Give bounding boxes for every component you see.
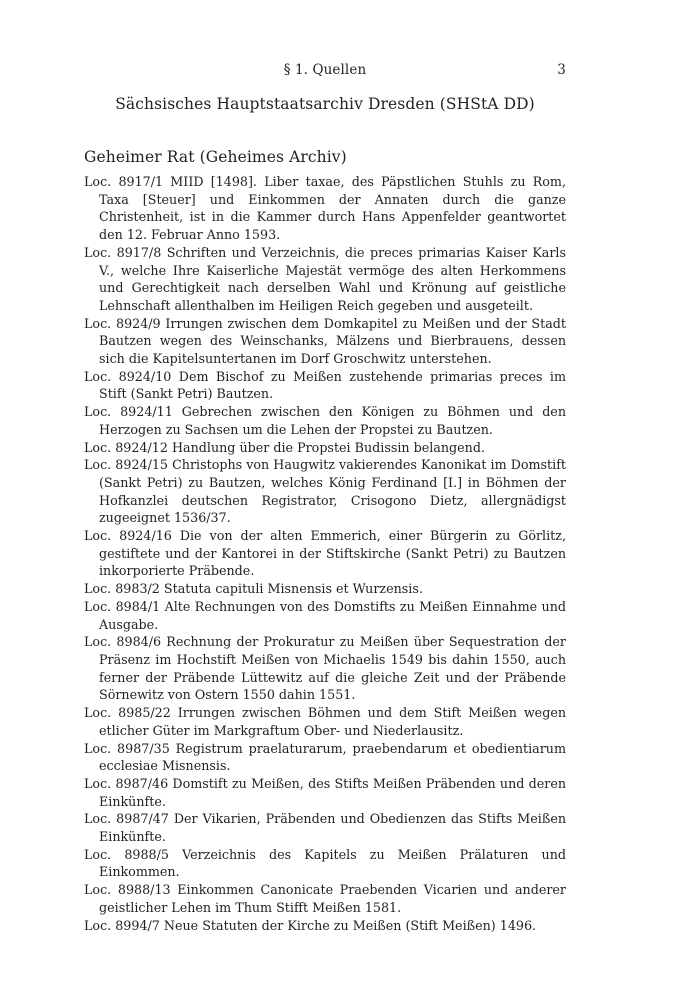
archive-title: Sächsisches Hauptstaatsarchiv Dresden (SHStA DD) xyxy=(115,95,535,113)
list-item: Loc. 8917/8 Schriften und Verzeichnis, die preces primarias Kaiser Karls V., welche Ihre Kaiserliche Majestät vermöge des alten Herkommens und Gerechtigkeit nach derselben Wahl und Krönung auf geistliche Lehnschaft allenthalben im Heiligen Reich gegeben und ausgeteilt. xyxy=(84,244,566,313)
list-item: Loc. 8924/9 Irrungen zwischen dem Domkapitel zu Meißen und der Stadt Bautzen wegen des Weinschanks, Mälzens und Bierbrauens, dessen sich die Kapitelsuntertanen im Dorf Groschwitz unterstehen. xyxy=(84,315,566,367)
section-title: Geheimer Rat (Geheimes Archiv) xyxy=(84,148,347,166)
list-item: Loc. 8984/1 Alte Rechnungen von des Domstifts zu Meißen Einnahme und Ausgabe. xyxy=(84,598,566,632)
list-item: Loc. 8987/46 Domstift zu Meißen, des Stifts Meißen Präbenden und deren Einkünfte. xyxy=(84,775,566,809)
list-item: Loc. 8988/5 Verzeichnis des Kapitels zu Meißen Prälaturen und Einkommen. xyxy=(84,846,566,880)
list-item: Loc. 8924/10 Dem Bischof zu Meißen zustehende primarias preces im Stift (Sankt Petri) Bautzen. xyxy=(84,368,566,402)
list-item: Loc. 8984/6 Rechnung der Prokuratur zu Meißen über Sequestration der Präsenz im Hochstift Meißen von Michaelis 1549 bis dahin 1550, auch ferner der Präbende Lüttewitz auf die gleiche Zeit und der Präbende Sörnewitz von Ostern 1550 dahin 1551. xyxy=(84,634,566,703)
list-item: Loc. 8924/12 Handlung über die Propstei Budissin belangend. xyxy=(84,439,485,455)
list-item: Loc. 8985/22 Irrungen zwischen Böhmen und dem Stift Meißen wegen etlicher Güter im Markgraftum Ober- und Niederlausitz. xyxy=(84,705,566,738)
running-header xyxy=(84,62,566,78)
entry-list xyxy=(84,173,566,934)
list-item: Loc. 8987/47 Der Vikarien, Präbenden und Obedienzen das Stifts Meißen Einkünfte. xyxy=(84,811,566,845)
list-item: Loc. 8924/16 Die von der alten Emmerich, einer Bürgerin zu Görlitz, gestiftete und der Kantorei in der Stiftskirche (Sankt Petri) zu Bautzen inkorporierte Präbende. xyxy=(84,528,566,579)
list-item: Loc. 8987/35 Registrum praelaturarum, praebendarum et obedientiarum ecclesiae Misnensis. xyxy=(84,740,566,774)
running-title: § 1. Quellen xyxy=(283,62,367,78)
list-item: Loc. 8917/1 MIID [1498]. Liber taxae, des Päpstlichen Stuhls zu Rom, Taxa [Steuer] und Einkommen der Annaten durch die ganze Christenheit, ist in die Kammer durch Hans Appenfelder geantwortet den 12. Februar Anno 1593. xyxy=(84,174,566,243)
list-item: Loc. 8988/13 Einkommen Canonicate Praebenden Vicarien und anderer geistlicher Lehen im Thum Stifft Meißen 1581. xyxy=(84,882,566,915)
list-item: Loc. 8924/11 Gebrechen zwischen den Königen zu Böhmen und den Herzogen zu Sachsen um die Lehen der Propstei zu Bautzen. xyxy=(84,404,566,437)
page-number: 3 xyxy=(557,62,566,78)
list-item: Loc. 8994/7 Neue Statuten der Kirche zu Meißen (Stift Meißen) 1496. xyxy=(84,917,537,933)
list-item: Loc. 8983/2 Statuta capituli Misnensis et Wurzensis. xyxy=(84,581,423,597)
list-item: Loc. 8924/15 Christophs von Haugwitz vakierendes Kanonikat im Domstift (Sankt Petri) zu Bautzen, welches König Ferdinand [I.] in Böhmen der Hofkanzlei deutschen Registrator, Crisogono Dietz, allergnädigst zugeeignet 1536/37. xyxy=(84,457,566,526)
